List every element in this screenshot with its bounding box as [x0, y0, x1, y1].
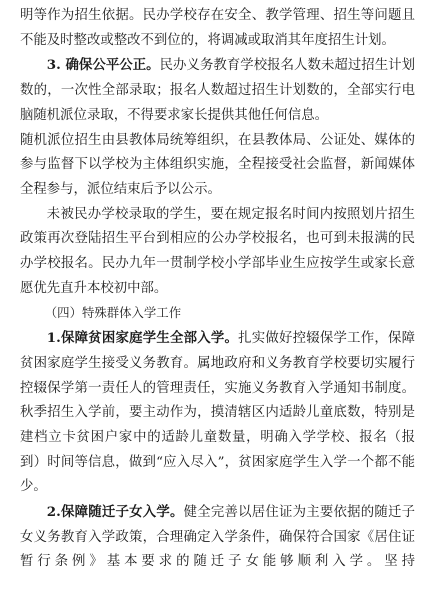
section-heading-fairness: 3. 确保公平公正。: [46, 57, 160, 74]
paragraph-text: 随机派位招生由县教体局统筹组织，在县教体局、公证处、媒体的参与监督下以学校为主体组织实施，全程接受社会监督，新闻媒体全程参与，派位结束后予以公示。: [20, 132, 415, 197]
paragraph-random-allocation: [20, 129, 415, 203]
section-heading-special-groups: （四）特殊群体入学工作: [44, 305, 182, 321]
document-page: [20, 4, 415, 575]
paragraph-text: 扎实做好控辍保学工作，保障贫困家庭学生接受义务教育。属地政府和义务教育学校要切实履行控辍保学第一责任人的管理责任，实施义务教育入学通知书制度。秋季招生入学前，要主动作为，摸清辖区内适龄儿童底数，特别是建档立卡贫困户家中的适龄儿童数量，明确入学学校、报名（报到）时间等信息，做到“应入尽入”，贫困家庭学生入学一个都不能少。: [20, 331, 416, 495]
paragraph-migrant-children: [20, 500, 415, 575]
paragraph-fairness: [20, 53, 415, 128]
paragraph-unadmitted-students: [20, 203, 415, 302]
paragraph-poor-families: [20, 326, 415, 500]
paragraph-enrollment-plan: [20, 4, 415, 53]
section-heading-poor-families: 1.保障贫困家庭学生全部入学。: [46, 330, 239, 347]
paragraph-text: 明等作为招生依据。民办学校存在安全、教学管理、招生等问题且不能及时整改或整改不到位的，将调减或取消其年度招生计划。: [20, 8, 415, 48]
section-heading-migrant-children: 2.保障随迁子女入学。: [46, 504, 184, 521]
paragraph-text: 民办义务教育学校报名人数未超过招生计划数的，一次性全部录取；报名人数超过招生计划数的，全部实行电脑随机派位录取，不得要求家长提供其他任何信息。: [20, 58, 416, 123]
paragraph-text: 健全完善以居住证为主要依据的随迁子女义务教育入学政策，合理确定入学条件，确保符合国家《居住证暂行条例》基本要求的随迁子女能够顺利入学。坚持: [20, 505, 415, 570]
paragraph-text: 未被民办学校录取的学生，要在规定报名时间内按照划片招生政策再次登陆招生平台到相应的公办学校报名，也可到未报满的民办学校报名。民办九年一贯制学校小学部毕业生应按学生或家长意愿优先直升本校初中部。: [20, 206, 415, 296]
